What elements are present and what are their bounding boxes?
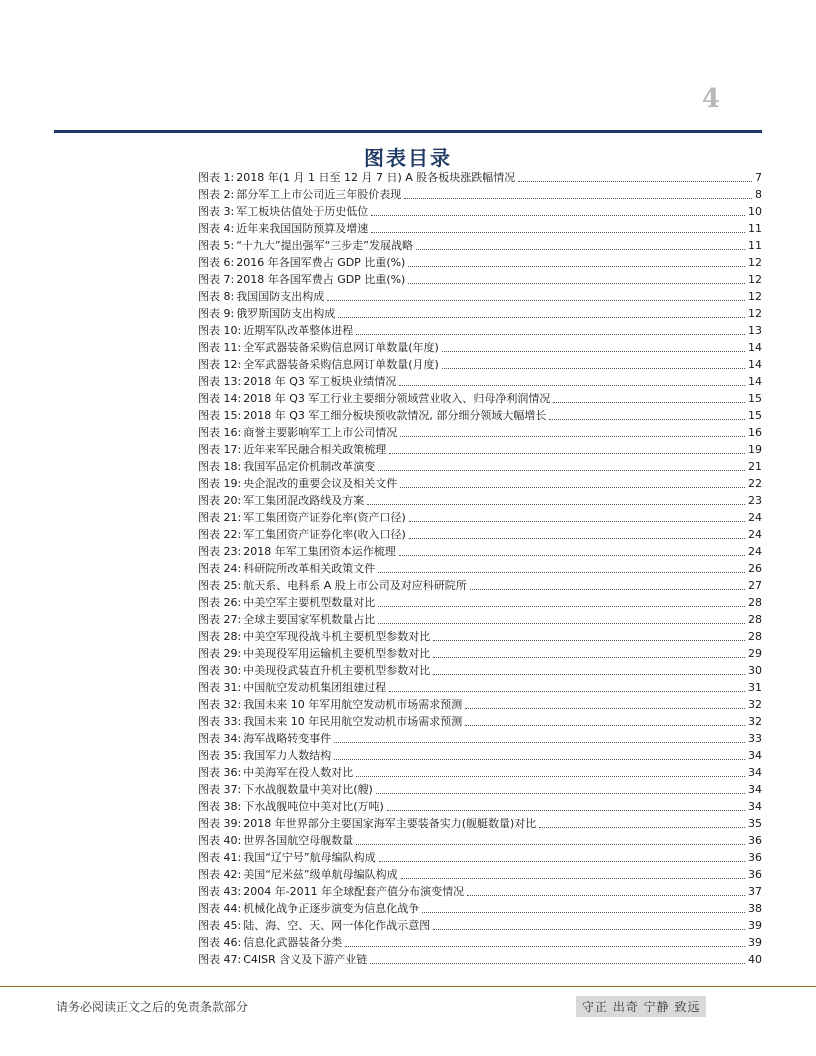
toc-entry[interactable]	[198, 389, 762, 406]
toc-entry-page: 35	[748, 817, 762, 830]
toc-entry[interactable]	[198, 593, 762, 610]
toc-entry-page: 12	[748, 307, 762, 320]
toc-entry-page: 26	[748, 562, 762, 575]
toc-entry-page: 32	[748, 715, 762, 728]
toc-entry[interactable]	[198, 270, 762, 287]
toc-entry[interactable]	[198, 797, 762, 814]
toc-entry[interactable]	[198, 236, 762, 253]
toc-entry-page: 28	[748, 596, 762, 609]
page-number: 4	[701, 84, 720, 114]
toc-leader-dots	[422, 911, 745, 913]
toc-entry-page: 36	[748, 834, 762, 847]
toc-entry-page: 10	[748, 205, 762, 218]
toc-entry[interactable]	[198, 661, 762, 678]
toc-entry-label: 图表 23:	[198, 545, 242, 558]
toc-entry-page: 15	[748, 409, 762, 422]
toc-entry-page: 22	[748, 477, 762, 490]
toc-entry-page: 38	[748, 902, 762, 915]
toc-entry[interactable]	[198, 508, 762, 525]
toc-leader-dots	[389, 690, 745, 692]
toc-entry-page: 14	[748, 358, 762, 371]
toc-entry[interactable]	[198, 848, 762, 865]
toc-entry-label: 图表 13:	[198, 375, 242, 388]
toc-entry[interactable]	[198, 202, 762, 219]
toc-entry-text: 中美空军主要机型数量对比	[243, 596, 376, 609]
toc-entry-page: 24	[748, 511, 762, 524]
toc-entry-page: 8	[755, 188, 762, 201]
toc-entry-page: 19	[748, 443, 762, 456]
toc-entry-page: 36	[748, 868, 762, 881]
toc-entry-page: 27	[748, 579, 762, 592]
toc-entry-label: 图表 44:	[198, 902, 242, 915]
toc-entry-text: 我国未来 10 年军用航空发动机市场需求预测	[243, 698, 463, 711]
toc-entry-page: 14	[748, 375, 762, 388]
toc-leader-dots	[409, 537, 745, 539]
toc-leader-dots	[356, 333, 745, 335]
toc-entry-text: 我国未来 10 年民用航空发动机市场需求预测	[243, 715, 463, 728]
toc-leader-dots	[433, 673, 745, 675]
toc-entry[interactable]	[198, 814, 762, 831]
toc-entry-label: 图表 22:	[198, 528, 242, 541]
toc-entry-text: 机械化战争正逐步演变为信息化战争	[243, 902, 420, 915]
toc-entry-text: 全球主要国家军机数量占比	[243, 613, 376, 626]
toc-entry-text: 2016 年各国军费占 GDP 比重(%)	[236, 256, 406, 269]
toc-leader-dots	[370, 962, 745, 964]
toc-entry-text: 2018 年军工集团资本运作梳理	[243, 545, 396, 558]
toc-entry-label: 图表 14:	[198, 392, 242, 405]
toc-leader-dots	[356, 843, 745, 845]
toc-entry-text: C4ISR 含义及下游产业链	[243, 953, 368, 966]
toc-leader-dots	[327, 299, 745, 301]
toc-entry-text: 部分军工上市公司近三年股价表现	[236, 188, 402, 201]
toc-entry-label: 图表 32:	[198, 698, 242, 711]
toc-entry-label: 图表 39:	[198, 817, 242, 830]
toc-entry[interactable]	[198, 355, 762, 372]
toc-entry[interactable]	[198, 746, 762, 763]
toc-entry-page: 21	[748, 460, 762, 473]
toc-entry-page: 29	[748, 647, 762, 660]
toc-entry[interactable]	[198, 321, 762, 338]
toc-leader-dots	[378, 605, 745, 607]
toc-entry-label: 图表 5:	[198, 239, 235, 252]
toc-entry-label: 图表 12:	[198, 358, 242, 371]
toc-entry-label: 图表 35:	[198, 749, 242, 762]
toc-leader-dots	[356, 775, 745, 777]
toc-entry-label: 图表 27:	[198, 613, 242, 626]
toc-entry-page: 34	[748, 783, 762, 796]
toc-leader-dots	[338, 316, 745, 318]
toc-leader-dots	[549, 418, 745, 420]
toc-entry-page: 34	[748, 766, 762, 779]
toc-entry-text: 我国“辽宁号”航母编队构成	[243, 851, 376, 864]
toc-entry-page: 28	[748, 613, 762, 626]
toc-leader-dots	[416, 248, 745, 250]
toc-entry-text: 央企混改的重要会议及相关文件	[243, 477, 398, 490]
toc-leader-dots	[408, 265, 745, 267]
toc-entry-text: 中美空军现役战斗机主要机型参数对比	[243, 630, 431, 643]
toc-entry-label: 图表 47:	[198, 953, 242, 966]
toc-entry-text: 军工集团资产证券化率(资产口径)	[243, 511, 406, 524]
toc-leader-dots	[442, 367, 745, 369]
toc-entry-text: 中美现役武装直升机主要机型参数对比	[243, 664, 431, 677]
toc-entry-label: 图表 18:	[198, 460, 242, 473]
toc-entry[interactable]	[198, 168, 762, 185]
toc-entry[interactable]	[198, 406, 762, 423]
toc-entry-label: 图表 40:	[198, 834, 242, 847]
toc-entry-text: 我国军品定价机制改革演变	[243, 460, 376, 473]
toc-entry-label: 图表 1:	[198, 171, 235, 184]
toc-entry-text: 近期军队改革整体进程	[243, 324, 354, 337]
toc-entry-text: 2018 年 Q3 军工板块业绩情况	[243, 375, 397, 388]
toc-entry-label: 图表 25:	[198, 579, 242, 592]
toc-entry-label: 图表 10:	[198, 324, 242, 337]
toc-entry-label: 图表 30:	[198, 664, 242, 677]
toc-entry-label: 图表 15:	[198, 409, 242, 422]
toc-entry-page: 12	[748, 256, 762, 269]
toc-entry[interactable]	[198, 831, 762, 848]
toc-entry-text: 2018 年各国军费占 GDP 比重(%)	[236, 273, 406, 286]
toc-entry-text: 美国“尼米兹”级单航母编队构成	[243, 868, 398, 881]
footer-disclaimer: 请务必阅读正文之后的免责条款部分	[56, 1000, 249, 1014]
toc-entry-page: 15	[748, 392, 762, 405]
toc-entry-label: 图表 34:	[198, 732, 242, 745]
toc-entry-text: 全军武器装备采购信息网订单数量(年度)	[243, 341, 439, 354]
footer-slogan: 守正 出奇 宁静 致远	[576, 996, 706, 1017]
toc-entry-text: 近年来军民融合相关政策梳理	[243, 443, 387, 456]
toc-leader-dots	[367, 503, 745, 505]
toc-entry-text: 信息化武器装备分类	[243, 936, 343, 949]
toc-entry-label: 图表 3:	[198, 205, 235, 218]
toc-entry-text: 航天系、电科系 A 股上市公司及对应科研院所	[243, 579, 467, 592]
toc-entry-text: 军工集团混改路线及方案	[243, 494, 365, 507]
toc-entry-page: 14	[748, 341, 762, 354]
toc-entry-page: 36	[748, 851, 762, 864]
toc-leader-dots	[467, 894, 745, 896]
toc-entry-label: 图表 17:	[198, 443, 242, 456]
toc-entry[interactable]	[198, 338, 762, 355]
toc-entry-label: 图表 2:	[198, 188, 235, 201]
toc-entry[interactable]	[198, 525, 762, 542]
toc-entry-label: 图表 36:	[198, 766, 242, 779]
toc-entry-label: 图表 28:	[198, 630, 242, 643]
toc-entry-text: 近年来我国国防预算及增速	[236, 222, 369, 235]
toc-leader-dots	[399, 384, 745, 386]
toc-entry-page: 39	[748, 936, 762, 949]
toc-leader-dots	[378, 469, 745, 471]
toc-entry-page: 12	[748, 273, 762, 286]
toc-leader-dots	[553, 401, 745, 403]
toc-entry[interactable]	[198, 253, 762, 270]
toc-entry[interactable]	[198, 372, 762, 389]
toc-entry[interactable]	[198, 950, 762, 967]
toc-entry-text: 全军武器装备采购信息网订单数量(月度)	[243, 358, 439, 371]
toc-title: 图表目录	[364, 146, 452, 170]
toc-entry-page: 11	[748, 239, 762, 252]
toc-entry-page: 13	[748, 324, 762, 337]
toc-entry-page: 40	[748, 953, 762, 966]
toc-leader-dots	[442, 350, 745, 352]
toc-leader-dots	[401, 877, 745, 879]
toc-entry-page: 11	[748, 222, 762, 235]
toc-entry[interactable]	[198, 219, 762, 236]
toc-leader-dots	[334, 758, 745, 760]
toc-entry-text: 世界各国航空母舰数量	[243, 834, 354, 847]
toc-entry[interactable]	[198, 729, 762, 746]
toc-entry-page: 34	[748, 749, 762, 762]
toc-entry-page: 30	[748, 664, 762, 677]
toc-entry[interactable]	[198, 882, 762, 899]
toc-entry-page: 23	[748, 494, 762, 507]
toc-leader-dots	[399, 554, 745, 556]
header-rule	[54, 130, 762, 133]
toc-entry[interactable]	[198, 695, 762, 712]
toc-list	[198, 168, 762, 967]
toc-entry-page: 39	[748, 919, 762, 932]
toc-leader-dots	[378, 571, 745, 573]
toc-entry-text: 商誉主要影响军工上市公司情况	[243, 426, 398, 439]
toc-entry[interactable]	[198, 712, 762, 729]
toc-entry[interactable]	[198, 185, 762, 202]
toc-entry-text: “十九大”提出强军“三步走”发展战略	[236, 239, 413, 252]
toc-leader-dots	[539, 826, 745, 828]
toc-entry-page: 37	[748, 885, 762, 898]
toc-leader-dots	[409, 520, 745, 522]
toc-leader-dots	[371, 214, 745, 216]
toc-entry[interactable]	[198, 474, 762, 491]
toc-entry-label: 图表 4:	[198, 222, 235, 235]
toc-entry-text: 中美现役军用运输机主要机型参数对比	[243, 647, 431, 660]
toc-entry-text: 俄罗斯国防支出构成	[236, 307, 336, 320]
toc-entry-label: 图表 45:	[198, 919, 242, 932]
toc-entry[interactable]	[198, 627, 762, 644]
toc-entry-text: 我国国防支出构成	[236, 290, 325, 303]
toc-entry-label: 图表 8:	[198, 290, 235, 303]
toc-leader-dots	[433, 928, 745, 930]
toc-entry[interactable]	[198, 576, 762, 593]
toc-leader-dots	[345, 945, 745, 947]
toc-entry-label: 图表 11:	[198, 341, 242, 354]
toc-leader-dots	[518, 180, 752, 182]
toc-entry-label: 图表 33:	[198, 715, 242, 728]
toc-entry-label: 图表 20:	[198, 494, 242, 507]
toc-leader-dots	[378, 622, 745, 624]
toc-entry[interactable]	[198, 865, 762, 882]
toc-entry-page: 12	[748, 290, 762, 303]
toc-entry-label: 图表 31:	[198, 681, 242, 694]
toc-leader-dots	[404, 197, 752, 199]
toc-entry-page: 28	[748, 630, 762, 643]
toc-entry-text: 2018 年 Q3 军工行业主要细分领域营业收入、归母净利润情况	[243, 392, 551, 405]
toc-entry-page: 32	[748, 698, 762, 711]
toc-leader-dots	[387, 809, 745, 811]
toc-entry[interactable]	[198, 491, 762, 508]
toc-entry-page: 34	[748, 800, 762, 813]
toc-entry-label: 图表 37:	[198, 783, 242, 796]
toc-entry[interactable]	[198, 678, 762, 695]
toc-entry[interactable]	[198, 304, 762, 321]
toc-entry-text: 2018 年 Q3 军工细分板块预收款情况, 部分细分领域大幅增长	[243, 409, 547, 422]
toc-entry-text: 下水战舰吨位中美对比(万吨)	[243, 800, 384, 813]
toc-entry-label: 图表 29:	[198, 647, 242, 660]
toc-leader-dots	[408, 282, 745, 284]
toc-entry[interactable]	[198, 763, 762, 780]
toc-entry[interactable]	[198, 559, 762, 576]
toc-entry-label: 图表 21:	[198, 511, 242, 524]
toc-entry[interactable]	[198, 610, 762, 627]
toc-entry-label: 图表 38:	[198, 800, 242, 813]
footer-rule	[0, 986, 816, 987]
toc-leader-dots	[379, 860, 745, 862]
toc-entry[interactable]	[198, 899, 762, 916]
toc-entry-text: 2004 年-2011 年全球配套产值分布演变情况	[243, 885, 465, 898]
toc-leader-dots	[376, 792, 745, 794]
toc-entry-label: 图表 16:	[198, 426, 242, 439]
toc-leader-dots	[334, 741, 745, 743]
toc-entry-text: 2018 年(1 月 1 日至 12 月 7 日) A 股各板块涨跌幅情况	[236, 171, 516, 184]
toc-entry[interactable]	[198, 780, 762, 797]
toc-entry[interactable]	[198, 440, 762, 457]
toc-entry-label: 图表 9:	[198, 307, 235, 320]
toc-entry-page: 31	[748, 681, 762, 694]
toc-entry[interactable]	[198, 542, 762, 559]
toc-entry-text: 下水战舰数量中美对比(艘)	[243, 783, 373, 796]
toc-entry-text: 海军战略转变事件	[243, 732, 332, 745]
toc-entry-label: 图表 26:	[198, 596, 242, 609]
toc-entry[interactable]	[198, 457, 762, 474]
toc-entry[interactable]	[198, 916, 762, 933]
toc-entry-text: 军工板块估值处于历史低位	[236, 205, 369, 218]
toc-entry-label: 图表 43:	[198, 885, 242, 898]
toc-entry-label: 图表 24:	[198, 562, 242, 575]
toc-entry[interactable]	[198, 644, 762, 661]
toc-entry-text: 科研院所改革相关政策文件	[243, 562, 376, 575]
toc-entry-label: 图表 41:	[198, 851, 242, 864]
toc-leader-dots	[389, 452, 745, 454]
toc-entry-page: 24	[748, 528, 762, 541]
toc-leader-dots	[465, 724, 745, 726]
toc-entry-text: 中国航空发动机集团组建过程	[243, 681, 387, 694]
toc-entry[interactable]	[198, 933, 762, 950]
toc-entry-text: 中美海军在役人数对比	[243, 766, 354, 779]
toc-entry-page: 33	[748, 732, 762, 745]
toc-entry-label: 图表 19:	[198, 477, 242, 490]
toc-leader-dots	[433, 656, 745, 658]
toc-entry-label: 图表 7:	[198, 273, 235, 286]
toc-entry-label: 图表 46:	[198, 936, 242, 949]
toc-leader-dots	[433, 639, 745, 641]
toc-leader-dots	[470, 588, 745, 590]
toc-leader-dots	[465, 707, 745, 709]
toc-entry-text: 军工集团资产证券化率(收入口径)	[243, 528, 406, 541]
toc-entry-text: 我国军力人数结构	[243, 749, 332, 762]
toc-entry-text: 陆、海、空、天、网一体化作战示意图	[243, 919, 431, 932]
toc-entry-page: 7	[755, 171, 762, 184]
toc-leader-dots	[400, 435, 745, 437]
toc-entry-label: 图表 6:	[198, 256, 235, 269]
toc-entry-text: 2018 年世界部分主要国家海军主要装备实力(舰艇数量)对比	[243, 817, 537, 830]
toc-entry[interactable]	[198, 423, 762, 440]
toc-leader-dots	[400, 486, 745, 488]
toc-entry-label: 图表 42:	[198, 868, 242, 881]
toc-entry-page: 24	[748, 545, 762, 558]
toc-entry[interactable]	[198, 287, 762, 304]
toc-entry-page: 16	[748, 426, 762, 439]
toc-leader-dots	[371, 231, 745, 233]
